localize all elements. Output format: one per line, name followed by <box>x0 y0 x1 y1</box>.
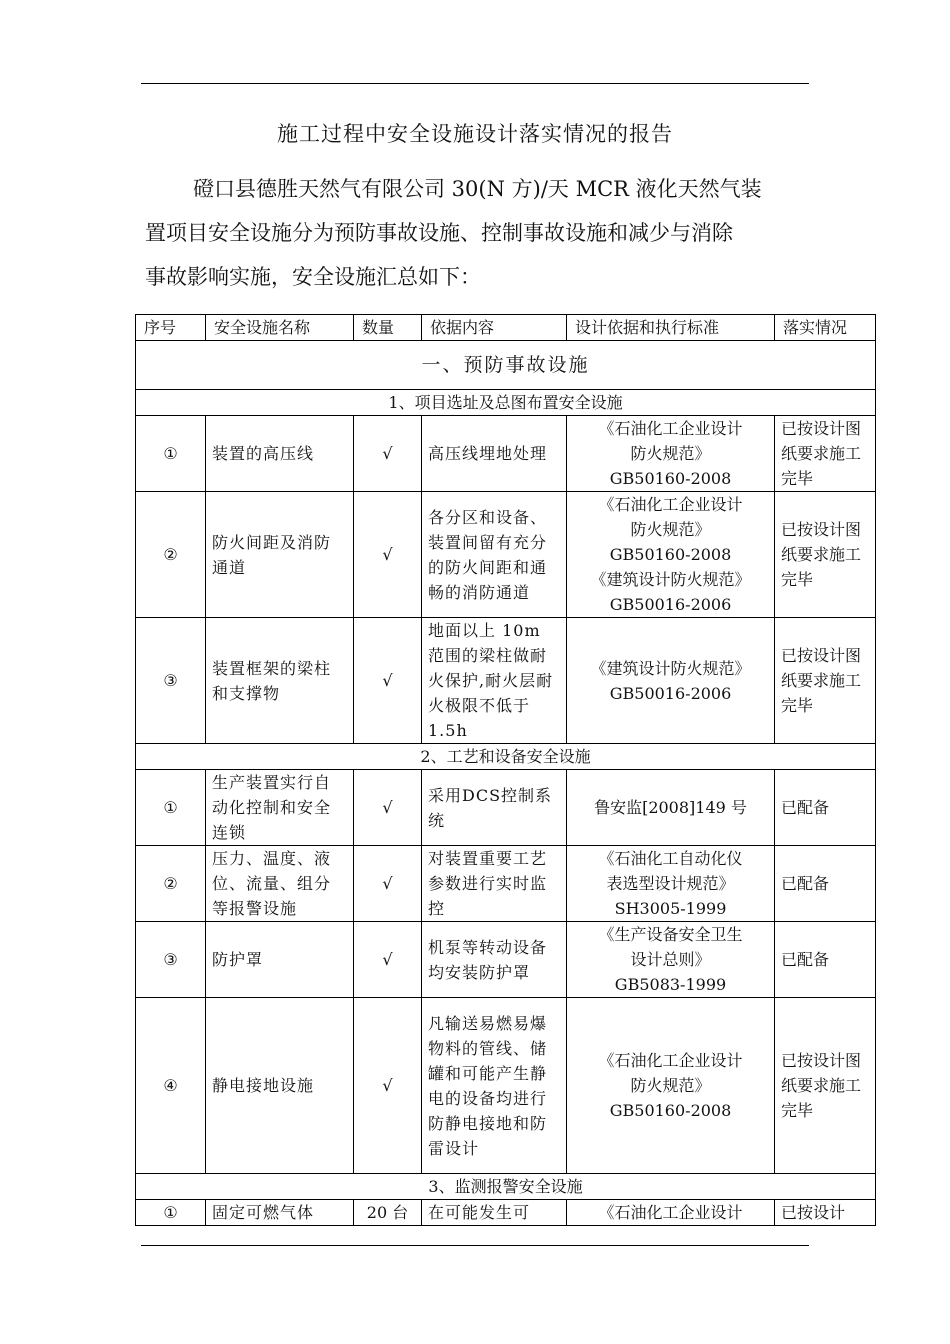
status-cell: 已按设计 <box>775 1200 876 1226</box>
intro-line: 置项目安全设施分为预防事故设施、控制事故设施和减少与消除 <box>145 221 733 245</box>
row-number-cell: ② <box>136 846 206 922</box>
standard-line: GB50016-2006 <box>609 683 732 703</box>
header-cell-basis: 依据内容 <box>422 315 567 341</box>
facility-name-cell: 固定可燃气体 <box>206 1200 354 1226</box>
facility-name-cell: 静电接地设施 <box>206 998 354 1174</box>
standard-line: GB50016-2006 <box>609 595 732 614</box>
standard-cell <box>567 998 775 1174</box>
header-cell-qty: 数量 <box>354 315 422 341</box>
table-header-row <box>136 315 876 341</box>
standard-cell <box>567 846 775 922</box>
standard-line: 防火规范》 <box>630 1076 711 1095</box>
quantity-cell: √ <box>354 618 422 744</box>
standard-line: GB5083-1999 <box>614 975 727 994</box>
status-cell: 已按设计图纸要求施工完毕 <box>775 492 876 618</box>
status-cell: 已按设计图纸要求施工完毕 <box>775 416 876 492</box>
row-number-cell: ① <box>136 416 206 492</box>
quantity-cell: √ <box>354 492 422 618</box>
subsection-title-row <box>136 1174 876 1200</box>
standard-line: 设计总则》 <box>630 950 711 969</box>
table-row <box>136 1200 876 1226</box>
footer-rule <box>141 1245 809 1246</box>
subsection-title: 2、工艺和设备安全设施 <box>136 744 876 770</box>
standard-line: 表选型设计规范》 <box>606 874 735 893</box>
standard-line: 《生产设备安全卫生 <box>598 925 743 944</box>
header-cell-name: 安全设施名称 <box>206 315 354 341</box>
standard-line: SH3005-1999 <box>614 899 727 918</box>
table-row <box>136 416 876 492</box>
table-row <box>136 618 876 744</box>
quantity-cell: √ <box>354 922 422 998</box>
basis-cell: 在可能发生可 <box>422 1200 567 1226</box>
row-number-cell: ① <box>136 1200 206 1226</box>
subsection-title: 1、项目选址及总图布置安全设施 <box>136 390 876 416</box>
quantity-cell: 20 台 <box>354 1200 422 1226</box>
intro-line: 磴口县德胜天然气有限公司 30(N 方)/天 MCR 液化天然气装 <box>193 177 762 201</box>
table-row <box>136 998 876 1174</box>
facility-name-cell: 防火间距及消防通道 <box>206 492 354 618</box>
standard-line: GB50160-2008 <box>609 545 732 564</box>
quantity-cell: √ <box>354 416 422 492</box>
standard-line: 防火规范》 <box>630 520 711 539</box>
standard-line: 《石油化工企业设计 <box>598 1203 743 1222</box>
safety-facilities-table <box>135 314 876 1226</box>
standard-line: 防火规范》 <box>630 444 711 463</box>
standard-cell <box>567 416 775 492</box>
standard-line: 《建筑设计防火规范》 <box>590 570 751 589</box>
status-cell: 已配备 <box>775 770 876 846</box>
standard-cell <box>567 1200 775 1226</box>
row-number-cell: ④ <box>136 998 206 1174</box>
status-cell: 已按设计图纸要求施工完毕 <box>775 998 876 1174</box>
facility-name-cell: 生产装置实行自动化控制和安全连锁 <box>206 770 354 846</box>
standard-line: 《石油化工企业设计 <box>598 1051 743 1070</box>
intro-paragraph <box>145 167 809 299</box>
row-number-cell: ② <box>136 492 206 618</box>
basis-cell: 对装置重要工艺参数进行实时监控 <box>422 846 567 922</box>
subsection-title: 3、监测报警安全设施 <box>136 1174 876 1200</box>
facility-name-cell: 装置框架的梁柱和支撑物 <box>206 618 354 744</box>
standard-cell <box>567 492 775 618</box>
basis-cell: 凡输送易燃易爆物料的管线、储罐和可能产生静电的设备均进行防静电接地和防雷设计 <box>422 998 567 1174</box>
intro-line: 事故影响实施，安全设施汇总如下： <box>145 265 481 289</box>
facility-name-cell: 压力、温度、液位、流量、组分等报警设施 <box>206 846 354 922</box>
facility-name-cell: 装置的高压线 <box>206 416 354 492</box>
quantity-cell: √ <box>354 998 422 1174</box>
basis-cell: 地面以上 10m 范围的梁柱做耐火保护,耐火层耐火极限不低于1.5h <box>422 618 567 744</box>
standard-line: 《石油化工自动化仪 <box>598 849 743 868</box>
status-cell: 已配备 <box>775 846 876 922</box>
standard-line: 《石油化工企业设计 <box>598 419 743 438</box>
status-cell: 已配备 <box>775 922 876 998</box>
standard-line: 鲁安监[2008]149 号 <box>594 798 747 817</box>
status-cell: 已按设计图纸要求施工完毕 <box>775 618 876 744</box>
page-title: 施工过程中安全设施设计落实情况的报告 <box>277 122 673 146</box>
standard-line: 《石油化工企业设计 <box>598 495 743 514</box>
basis-cell: 高压线埋地处理 <box>422 416 567 492</box>
section-title: 一、预防事故设施 <box>136 341 876 390</box>
standard-line: GB50160-2008 <box>609 469 732 488</box>
facility-name-cell: 防护罩 <box>206 922 354 998</box>
basis-cell: 机泵等转动设备均安装防护罩 <box>422 922 567 998</box>
table-row <box>136 492 876 618</box>
standard-cell <box>567 618 775 744</box>
header-cell-status: 落实情况 <box>775 315 876 341</box>
basis-cell: 各分区和设备、装置间留有充分的防火间距和通畅的消防通道 <box>422 492 567 618</box>
header-rule <box>141 83 809 84</box>
quantity-cell: √ <box>354 770 422 846</box>
table-row <box>136 770 876 846</box>
standard-line: 《建筑设计防火规范》 <box>590 658 751 678</box>
quantity-cell: √ <box>354 846 422 922</box>
table-row <box>136 922 876 998</box>
standard-line: GB50160-2008 <box>609 1101 732 1120</box>
section-title-row <box>136 341 876 390</box>
row-number-cell: ③ <box>136 618 206 744</box>
row-number-cell: ① <box>136 770 206 846</box>
subsection-title-row <box>136 744 876 770</box>
standard-cell <box>567 922 775 998</box>
basis-cell: 采用DCS控制系统 <box>422 770 567 846</box>
table-row <box>136 846 876 922</box>
subsection-title-row <box>136 390 876 416</box>
header-cell-standard: 设计依据和执行标准 <box>567 315 775 341</box>
standard-cell <box>567 770 775 846</box>
header-cell-no: 序号 <box>136 315 206 341</box>
row-number-cell: ③ <box>136 922 206 998</box>
